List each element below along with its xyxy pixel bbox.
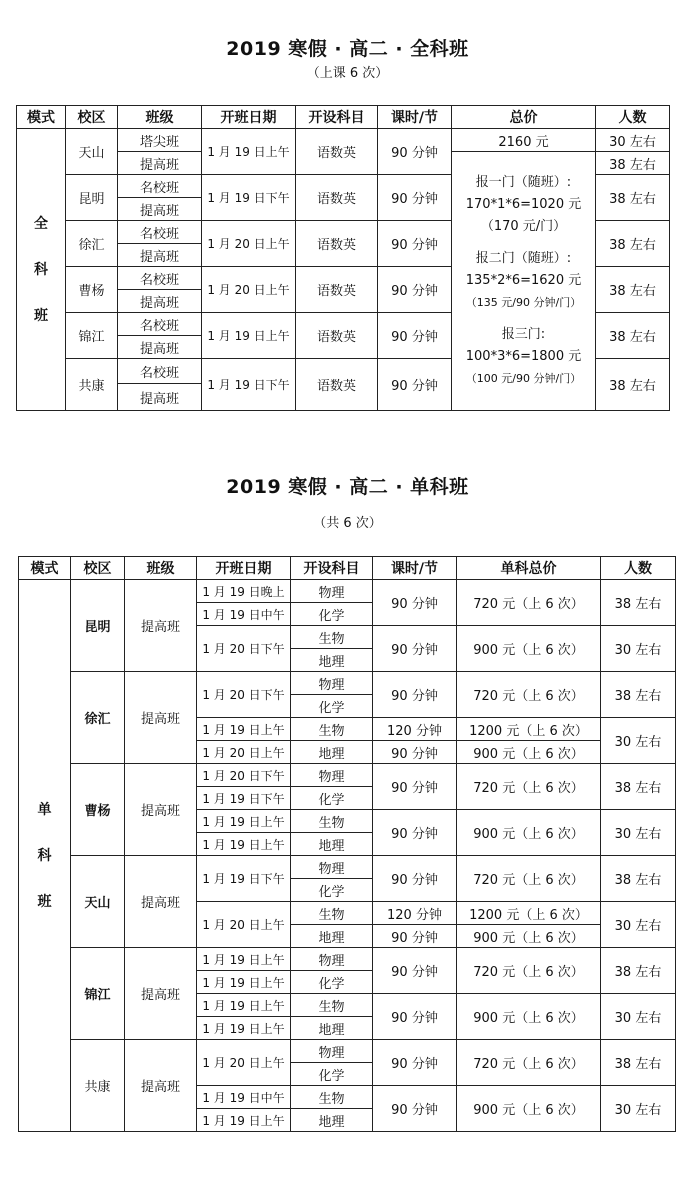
date-cell: 1 月 19 日上午 [197, 833, 291, 856]
price-two-note: （135 元/90 分钟/门） [465, 296, 582, 309]
header-people: 人数 [601, 557, 676, 580]
price-cell: 1200 元（上 6 次） [457, 902, 601, 925]
people-cell: 38 左右 [601, 764, 676, 810]
subject-cell: 物理 [291, 672, 373, 695]
table-header-row [19, 557, 676, 580]
mode-char: 全 [34, 215, 48, 232]
hours-cell: 90 分钟 [378, 359, 452, 411]
subject-cell: 生物 [291, 902, 373, 925]
subject-cell: 化学 [291, 603, 373, 626]
date-cell: 1 月 20 日上午 [202, 267, 296, 313]
mode-char: 班 [34, 307, 48, 324]
class-cell: 塔尖班 [118, 129, 202, 152]
subject-cell: 化学 [291, 971, 373, 994]
header-campus: 校区 [66, 106, 118, 129]
hours-cell: 90 分钟 [373, 580, 457, 626]
campus-cell: 锦江 [71, 948, 125, 1040]
price-cell: 2160 元 [452, 129, 596, 152]
people-cell: 30 左右 [601, 626, 676, 672]
section2-title: 2019 寒假 · 高二 · 单科班 [226, 476, 469, 498]
section1-subtitle: （上课 6 次） [306, 66, 389, 81]
mode-cell [17, 129, 66, 411]
subject-cell: 化学 [291, 695, 373, 718]
section1-title: 2019 寒假 · 高二 · 全科班 [226, 38, 469, 60]
people-cell: 30 左右 [601, 994, 676, 1040]
price-cell: 1200 元（上 6 次） [457, 718, 601, 741]
people-cell: 38 左右 [596, 221, 670, 267]
campus-cell: 徐汇 [71, 672, 125, 764]
header-hours: 课时/节 [373, 557, 457, 580]
hours-cell: 90 分钟 [378, 175, 452, 221]
table-row [19, 1040, 676, 1063]
subject-cell: 生物 [291, 626, 373, 649]
date-cell: 1 月 19 日下午 [202, 359, 296, 411]
people-cell: 38 左右 [601, 580, 676, 626]
hours-cell: 90 分钟 [373, 672, 457, 718]
date-cell: 1 月 20 日下午 [197, 764, 291, 787]
class-cell: 提高班 [118, 384, 202, 411]
subject-cell: 地理 [291, 1017, 373, 1040]
hours-cell: 90 分钟 [373, 925, 457, 948]
hours-cell: 90 分钟 [378, 267, 452, 313]
price-one-note: （170 元/门） [480, 219, 567, 234]
date-cell: 1 月 20 日上午 [197, 1040, 291, 1086]
class-cell: 名校班 [118, 175, 202, 198]
class-cell: 提高班 [118, 290, 202, 313]
people-cell: 38 左右 [596, 175, 670, 221]
price-cell: 720 元（上 6 次） [457, 672, 601, 718]
price-cell: 900 元（上 6 次） [457, 810, 601, 856]
mode-char: 单 [37, 801, 52, 818]
subject-cell: 地理 [291, 833, 373, 856]
price-cell: 900 元（上 6 次） [457, 1086, 601, 1132]
class-cell: 提高班 [125, 948, 197, 1040]
hours-cell: 90 分钟 [378, 129, 452, 175]
price-cell: 900 元（上 6 次） [457, 925, 601, 948]
hours-cell: 90 分钟 [373, 626, 457, 672]
campus-cell: 徐汇 [66, 221, 118, 267]
header-class: 班级 [118, 106, 202, 129]
header-class: 班级 [125, 557, 197, 580]
hours-cell: 90 分钟 [373, 856, 457, 902]
date-cell: 1 月 19 日上午 [197, 718, 291, 741]
date-cell: 1 月 19 日上午 [197, 994, 291, 1017]
header-hours: 课时/节 [378, 106, 452, 129]
mode-char: 科 [37, 847, 52, 864]
subject-cell: 物理 [291, 1040, 373, 1063]
subject-cell: 生物 [291, 994, 373, 1017]
subjects-cell: 语数英 [296, 129, 378, 175]
date-cell: 1 月 19 日中午 [197, 603, 291, 626]
subject-cell: 生物 [291, 810, 373, 833]
price-cell: 720 元（上 6 次） [457, 580, 601, 626]
campus-cell: 天山 [71, 856, 125, 948]
subject-cell: 生物 [291, 1086, 373, 1109]
subjects-cell: 语数英 [296, 175, 378, 221]
price-cell: 720 元（上 6 次） [457, 764, 601, 810]
subject-cell: 化学 [291, 787, 373, 810]
class-cell: 名校班 [118, 313, 202, 336]
campus-cell: 昆明 [71, 580, 125, 672]
header-mode: 模式 [19, 557, 71, 580]
date-cell: 1 月 19 日上午 [197, 948, 291, 971]
hours-cell: 120 分钟 [373, 718, 457, 741]
header-single-price: 单科总价 [457, 557, 601, 580]
class-cell: 名校班 [118, 221, 202, 244]
class-cell: 提高班 [125, 764, 197, 856]
subjects-cell: 语数英 [296, 313, 378, 359]
people-cell: 30 左右 [601, 810, 676, 856]
mode-char: 班 [37, 893, 52, 910]
table-header-row [17, 106, 670, 129]
subject-cell: 地理 [291, 1109, 373, 1132]
campus-cell: 锦江 [66, 313, 118, 359]
campus-cell: 天山 [66, 129, 118, 175]
hours-cell: 90 分钟 [373, 1040, 457, 1086]
price-one-formula: 170*1*6=1020 元 [465, 197, 582, 212]
header-mode: 模式 [17, 106, 66, 129]
table-row [17, 129, 670, 152]
price-two-formula: 135*2*6=1620 元 [465, 273, 582, 288]
hours-cell: 90 分钟 [373, 1086, 457, 1132]
table-row [19, 948, 676, 971]
hours-cell: 90 分钟 [373, 948, 457, 994]
hours-cell: 90 分钟 [373, 764, 457, 810]
date-cell: 1 月 19 日下午 [197, 856, 291, 902]
people-cell: 38 左右 [596, 359, 670, 411]
subject-cell: 地理 [291, 649, 373, 672]
people-cell: 30 左右 [601, 1086, 676, 1132]
campus-cell: 共康 [66, 359, 118, 411]
hours-cell: 90 分钟 [373, 741, 457, 764]
table-row [19, 856, 676, 879]
subject-cell: 物理 [291, 580, 373, 603]
table-row [19, 580, 676, 603]
people-cell: 38 左右 [601, 1040, 676, 1086]
subject-cell: 地理 [291, 741, 373, 764]
subjects-cell: 语数英 [296, 267, 378, 313]
subject-cell: 地理 [291, 925, 373, 948]
date-cell: 1 月 20 日下午 [197, 672, 291, 718]
date-cell: 1 月 19 日中午 [197, 1086, 291, 1109]
price-cell: 720 元（上 6 次） [457, 948, 601, 994]
price-one-label: 报一门（随班）: [475, 175, 572, 190]
subject-cell: 物理 [291, 856, 373, 879]
people-cell: 38 左右 [596, 313, 670, 359]
header-start-date: 开班日期 [202, 106, 296, 129]
campus-cell: 昆明 [66, 175, 118, 221]
header-campus: 校区 [71, 557, 125, 580]
date-cell: 1 月 19 日下午 [202, 175, 296, 221]
date-cell: 1 月 19 日下午 [197, 787, 291, 810]
people-cell: 30 左右 [601, 718, 676, 764]
people-cell: 38 左右 [601, 672, 676, 718]
hours-cell: 120 分钟 [373, 902, 457, 925]
class-cell: 名校班 [118, 267, 202, 290]
price-three-formula: 100*3*6=1800 元 [465, 349, 582, 364]
date-cell: 1 月 20 日上午 [197, 902, 291, 948]
date-cell: 1 月 19 日上午 [202, 129, 296, 175]
subjects-cell: 语数英 [296, 221, 378, 267]
class-cell: 提高班 [125, 1040, 197, 1132]
header-people: 人数 [596, 106, 670, 129]
price-cell: 900 元（上 6 次） [457, 626, 601, 672]
mode-cell [19, 580, 71, 1132]
date-cell: 1 月 20 日下午 [197, 626, 291, 672]
class-cell: 名校班 [118, 359, 202, 384]
table-row [19, 764, 676, 787]
hours-cell: 90 分钟 [378, 221, 452, 267]
subjects-cell: 语数英 [296, 359, 378, 411]
people-cell: 30 左右 [601, 902, 676, 948]
hours-cell: 90 分钟 [378, 313, 452, 359]
campus-cell: 曹杨 [71, 764, 125, 856]
price-two-label: 报二门（随班）: [475, 251, 572, 266]
hours-cell: 90 分钟 [373, 994, 457, 1040]
date-cell: 1 月 19 日上午 [197, 810, 291, 833]
price-block-cell [452, 152, 596, 411]
date-cell: 1 月 20 日上午 [197, 741, 291, 764]
full-subject-table [16, 105, 670, 411]
class-cell: 提高班 [125, 672, 197, 764]
table-row [19, 672, 676, 695]
hours-cell: 90 分钟 [373, 810, 457, 856]
price-cell: 720 元（上 6 次） [457, 856, 601, 902]
people-cell: 38 左右 [601, 856, 676, 902]
campus-cell: 共康 [71, 1040, 125, 1132]
single-subject-table [18, 556, 676, 1132]
mode-char: 科 [34, 261, 48, 278]
price-three-label: 报三门: [501, 327, 546, 342]
class-cell: 提高班 [118, 198, 202, 221]
date-cell: 1 月 19 日上午 [197, 1017, 291, 1040]
class-cell: 提高班 [118, 152, 202, 175]
header-subjects: 开设科目 [296, 106, 378, 129]
class-cell: 提高班 [118, 336, 202, 359]
people-cell: 30 左右 [596, 129, 670, 152]
header-total-price: 总价 [452, 106, 596, 129]
class-cell: 提高班 [125, 580, 197, 672]
class-cell: 提高班 [118, 244, 202, 267]
people-cell: 38 左右 [596, 152, 670, 175]
date-cell: 1 月 19 日上午 [202, 313, 296, 359]
header-start-date: 开班日期 [197, 557, 291, 580]
campus-cell: 曹杨 [66, 267, 118, 313]
price-cell: 720 元（上 6 次） [457, 1040, 601, 1086]
subject-cell: 物理 [291, 764, 373, 787]
subject-cell: 化学 [291, 879, 373, 902]
section2-subtitle: （共 6 次） [313, 516, 382, 531]
subject-cell: 物理 [291, 948, 373, 971]
class-cell: 提高班 [125, 856, 197, 948]
subject-cell: 生物 [291, 718, 373, 741]
price-cell: 900 元（上 6 次） [457, 741, 601, 764]
header-subjects: 开设科目 [291, 557, 373, 580]
date-cell: 1 月 20 日上午 [202, 221, 296, 267]
people-cell: 38 左右 [596, 267, 670, 313]
price-cell: 900 元（上 6 次） [457, 994, 601, 1040]
date-cell: 1 月 19 日上午 [197, 971, 291, 994]
date-cell: 1 月 19 日上午 [197, 1109, 291, 1132]
subject-cell: 化学 [291, 1063, 373, 1086]
people-cell: 38 左右 [601, 948, 676, 994]
price-three-note: （100 元/90 分钟/门） [465, 372, 582, 385]
date-cell: 1 月 19 日晚上 [197, 580, 291, 603]
